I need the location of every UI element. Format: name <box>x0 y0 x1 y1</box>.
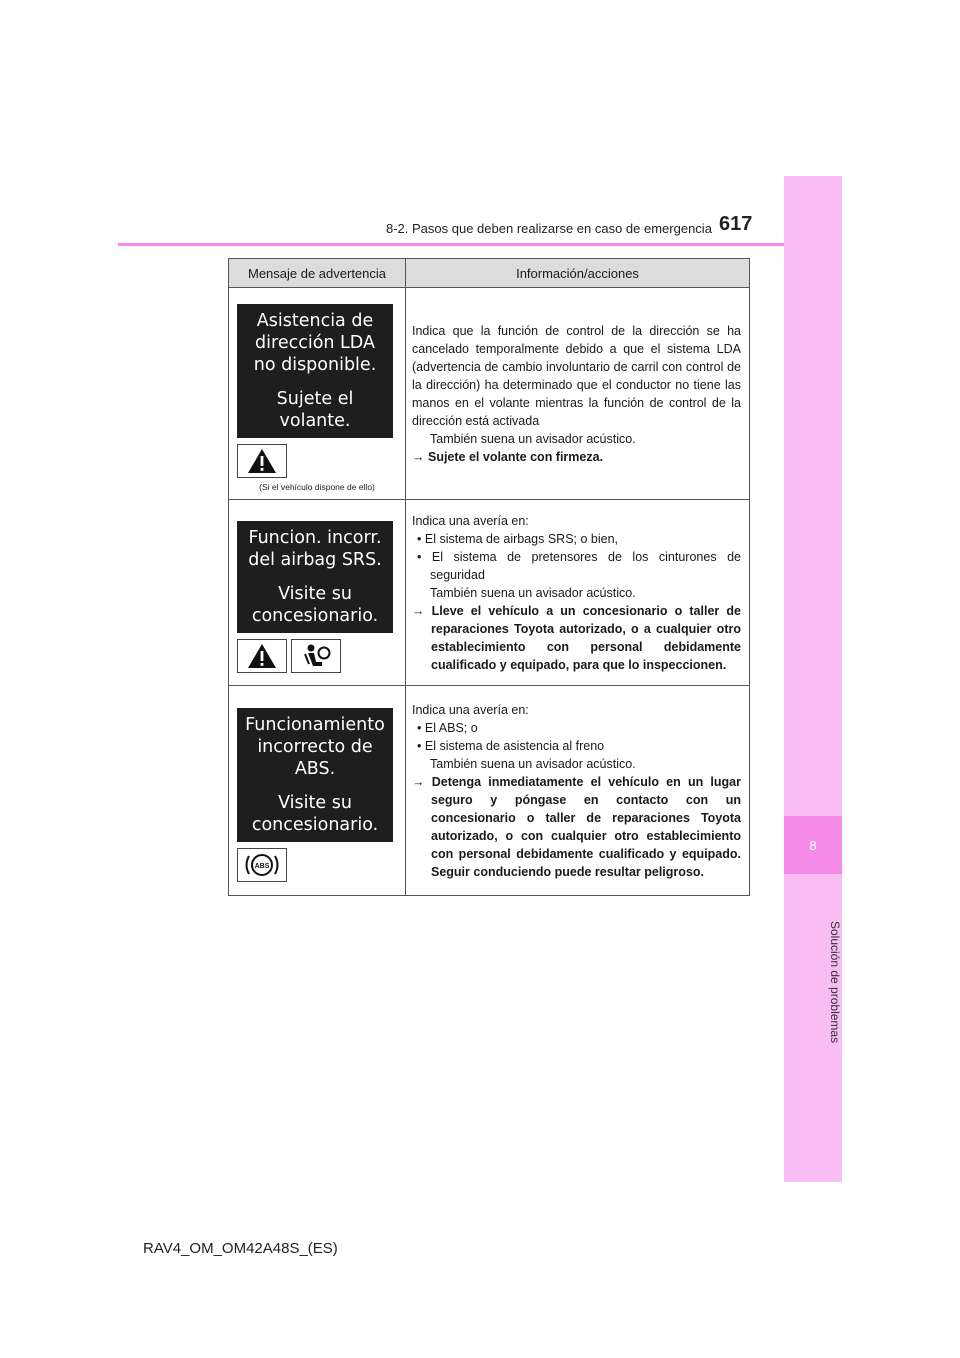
message-cell <box>229 288 406 500</box>
info-sound: También suena un avisador acústico. <box>430 756 636 771</box>
abs-warning-screen <box>237 708 393 842</box>
message-cell <box>229 500 406 686</box>
screen-line: concesionario. <box>251 814 379 835</box>
info-intro: Indica una avería en: <box>412 702 529 717</box>
availability-note: (Si el vehículo dispone de ello) <box>259 481 375 492</box>
screen-line: volante. <box>279 410 351 431</box>
bullet-item <box>412 719 741 737</box>
bullet-text: El sistema de airbags SRS; o bien, <box>424 531 619 546</box>
bullet-icon: • <box>417 549 422 564</box>
table-row <box>229 500 750 686</box>
arrow-icon: → <box>412 774 425 789</box>
bullet-text: El sistema de pretensores de los cinturones de seguridad <box>430 549 741 582</box>
action-label: Lleve el vehículo a un concesionario o taller de reparaciones Toyota autorizado, o a cualquier otro establecimiento con personal debidamente cualificado y equipado, para que lo inspeccionen. <box>431 603 741 672</box>
screen-line: Sujete el <box>276 388 354 409</box>
chapter-title: Solución de problemas <box>828 920 842 1044</box>
info-sound: También suena un avisador acústico. <box>430 585 636 600</box>
screen-line: del airbag SRS. <box>248 549 382 570</box>
info-intro: Indica una avería en: <box>412 513 529 528</box>
info-cell <box>406 500 750 686</box>
warning-message-table <box>228 258 750 896</box>
screen-spacer <box>237 571 393 583</box>
info-cell <box>406 288 750 500</box>
screen-line: incorrecto de <box>257 736 373 757</box>
screen-line: ABS. <box>294 758 336 779</box>
warning-triangle-icon <box>237 639 287 673</box>
screen-line: dirección LDA <box>255 332 375 353</box>
bullet-item <box>412 530 741 548</box>
action-text <box>412 448 741 466</box>
bullet-icon: • <box>417 738 422 753</box>
info-intro: Indica que la función de control de la dirección se ha cancelado temporalmente debido a que el sistema LDA (advertencia de cambio involuntario de carril con control de la dirección) ha determinado que el conductor no tiene las manos en el volante mientras la función de control de la dirección está activada <box>412 323 741 428</box>
bullet-icon: • <box>417 720 422 735</box>
bullet-text: El ABS; o <box>424 720 478 735</box>
column-header-info: Información/acciones <box>406 259 750 288</box>
arrow-icon: → <box>412 449 425 464</box>
bullet-item <box>412 737 741 755</box>
table-row <box>229 288 750 500</box>
lda-warning-screen <box>237 304 393 438</box>
warning-triangle-icon <box>237 444 287 478</box>
arrow-icon: → <box>412 603 425 618</box>
airbag-icon <box>291 639 341 673</box>
header-rule <box>118 243 784 246</box>
chapter-side-tab <box>784 176 842 1182</box>
screen-line: Funcionamiento <box>245 714 385 735</box>
action-text <box>412 773 741 881</box>
screen-line: Visite su <box>278 792 352 813</box>
screen-spacer <box>237 376 393 388</box>
table-row <box>229 686 750 896</box>
message-cell <box>229 686 406 896</box>
action-label: Detenga inmediatamente el vehículo en un lugar seguro y póngase en contacto con un concesionario o taller de reparaciones Toyota autorizado, o con cualquier otro establecimiento con personal debidamente cualificado y equipado. Seguir conduciendo puede resultar peligroso. <box>431 774 741 879</box>
airbag-warning-screen <box>237 521 393 633</box>
screen-line: no disponible. <box>253 354 377 375</box>
column-header-message: Mensaje de advertencia <box>229 259 406 288</box>
screen-line: Asistencia de <box>256 310 374 331</box>
action-text <box>412 602 741 674</box>
info-sound: También suena un avisador acústico. <box>430 431 636 446</box>
chapter-number: 8 <box>784 816 842 874</box>
abs-icon <box>237 848 287 882</box>
indicator-icons <box>237 639 397 673</box>
info-cell <box>406 686 750 896</box>
action-label: Sujete el volante con firmeza. <box>427 449 604 464</box>
section-title: 8-2. Pasos que deben realizarse en caso de emergencia <box>386 221 712 236</box>
bullet-icon: • <box>417 531 422 546</box>
indicator-icons <box>237 848 397 882</box>
screen-line: concesionario. <box>251 605 379 626</box>
bullet-item <box>412 548 741 584</box>
abs-icon-label: ABS <box>254 862 270 870</box>
screen-line: Visite su <box>278 583 352 604</box>
document-code: RAV4_OM_OM42A48S_(ES) <box>143 1240 338 1257</box>
screen-line: Funcion. incorr. <box>248 527 382 548</box>
indicator-icons <box>237 444 397 478</box>
page-number: 617 <box>719 213 753 235</box>
bullet-text: El sistema de asistencia al freno <box>424 738 605 753</box>
screen-spacer <box>237 780 393 792</box>
